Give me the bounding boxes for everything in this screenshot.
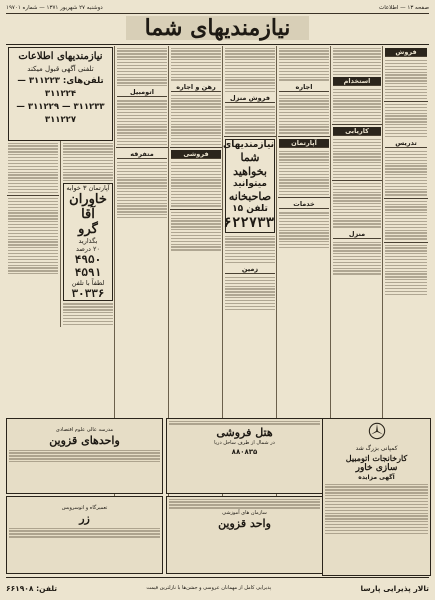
masthead xyxy=(6,14,429,45)
big-display-ad xyxy=(222,139,275,233)
column-header: کاریابی xyxy=(333,127,381,136)
khavar-line: خاوران آقا xyxy=(69,192,107,223)
ad-line: واحدهای قزوین xyxy=(49,434,120,447)
khavar-phone: ۴۹۵۰ xyxy=(74,253,102,267)
niaz-box-title: نیازمندیهای اطلاعات xyxy=(18,51,103,62)
column-header: فروش منزل xyxy=(225,94,275,103)
merc-line: آگهی مزایده xyxy=(358,474,395,481)
ad-line: زر xyxy=(79,512,90,525)
khavar-phone: ۳۰۳۳۶ xyxy=(71,287,105,301)
column-header: خدمات xyxy=(279,200,329,209)
footer-text: پذیرایی کامل از مهمانان عروسی و جشن‌ها با نازلترین قیمت xyxy=(146,585,272,591)
ad-line: در شمال از طرف ساحل دریا xyxy=(214,440,275,447)
merc-line: کمپانی بزرگ شد xyxy=(355,445,398,452)
page-topbar xyxy=(6,3,429,14)
big-ad-line: بخواهید xyxy=(233,164,267,178)
ad-line: واحد قزوین xyxy=(218,517,271,531)
khavar-line: بگذارید xyxy=(78,237,98,246)
mercedes-star-icon xyxy=(368,422,386,440)
ad-line: تعمیرگاه و اتوسرویس xyxy=(61,505,108,511)
column-header: تدریس xyxy=(385,139,427,148)
ad-line: مدرسه عالی علوم اقتصادی xyxy=(55,427,114,433)
footer-hall-name: تالار پذیرایی پارسا xyxy=(360,583,429,593)
khavar-line: ۲۰ درصد xyxy=(75,245,100,254)
niaz-box-subtitle: تلفنی آگهی قبول میکند xyxy=(27,65,94,73)
ad-hotel-sale xyxy=(166,418,323,494)
page-footer xyxy=(6,577,429,598)
section-title: نیازمندیهای شما xyxy=(126,16,309,40)
ad-line: هتل فروشی xyxy=(216,426,273,440)
ad-phone: ۸۸۰۸۳۵ xyxy=(231,448,258,457)
big-ad-line: شما xyxy=(240,150,260,164)
niaz-box-phones: تلفن‌های: ۳۱۱۲۲۳ — ۳۱۱۲۲۴ xyxy=(17,76,104,99)
ad-line: سازمان های آموزشی xyxy=(222,510,267,517)
big-ad-phone: ۶۲۲۷۳۳ xyxy=(223,214,274,231)
ad-education-unit xyxy=(166,496,323,574)
big-ad-phone-label: تلفن ۱۵ xyxy=(232,203,268,214)
big-ad-line: نیازمندیهای xyxy=(222,139,274,150)
big-ad-line: میتوانید xyxy=(233,178,267,189)
column-header: استخدام xyxy=(333,77,381,86)
ad-service-shop xyxy=(6,496,163,574)
column-header: رهن و اجاره xyxy=(171,83,221,92)
column-header: متفرقه xyxy=(117,150,167,159)
column-header: زمین xyxy=(225,265,275,274)
column-header: فروش xyxy=(385,48,427,57)
column-header: اتومبیل xyxy=(117,88,167,97)
khavar-line: لطفاً با تلفن xyxy=(71,279,105,288)
mercedes-ad xyxy=(322,418,431,576)
column-header: آپارتمان xyxy=(279,139,329,148)
issue-date: دوشنبه ۲۷ شهریور ۱۳۷۱ — شماره ۱۹۷۰۱ xyxy=(6,5,103,11)
merc-line: سازی خاور xyxy=(355,463,398,473)
big-ad-line: صاحبخانه xyxy=(228,189,272,203)
column-header: اجاره xyxy=(279,83,329,92)
khavar-ad xyxy=(63,183,113,301)
khavar-phone: ۴۵۹۱ xyxy=(74,266,102,280)
column-header: فروشی xyxy=(171,150,221,159)
page-label: صفحه ۱۳ — اطلاعات xyxy=(379,5,429,11)
niaz-box-phones: ۳۱۱۲۳۳ — ۳۱۱۲۲۹ — ۳۱۱۲۲۷ xyxy=(16,102,105,125)
column-header: منزل xyxy=(333,230,381,239)
khavar-line: آپارتمان ۳ خوابه xyxy=(66,184,110,193)
niaz-phone-box xyxy=(8,47,113,141)
ad-institute xyxy=(6,418,163,494)
khavar-line: گرو xyxy=(78,222,98,238)
bottom-display-ads xyxy=(6,418,321,574)
merc-line: کارخانجات اتومبیل xyxy=(345,453,408,463)
footer-phone: تلفن: ۶۶۱۹۰۸ xyxy=(6,583,58,593)
